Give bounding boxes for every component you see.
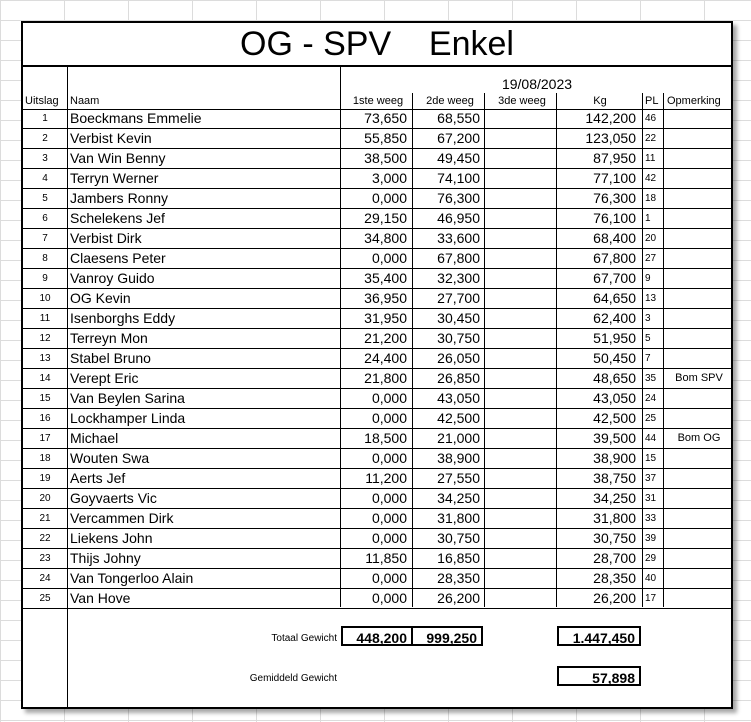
remark-cell (666, 329, 732, 348)
column-divider (663, 93, 664, 607)
col-3de-weeg: 3de weeg (498, 95, 546, 107)
pl-cell: 20 (645, 233, 657, 244)
kg-cell: 142,200 (585, 110, 636, 126)
total-1ste-weeg: 448,200 (341, 626, 413, 646)
name-cell: Liekens John (70, 530, 153, 546)
sheet-title: OG - SPV Enkel (23, 23, 731, 67)
kg-cell: 77,100 (593, 170, 636, 186)
pl-cell: 9 (645, 273, 651, 284)
weigh-1-cell: 0,000 (371, 570, 407, 586)
rank-cell: 18 (39, 453, 51, 464)
weigh-1-cell: 11,200 (365, 470, 407, 486)
weigh-1-cell: 18,500 (364, 430, 407, 446)
name-cell: Isenborghs Eddy (70, 310, 176, 326)
weigh-2-cell: 49,450 (437, 150, 480, 166)
kg-cell: 30,750 (593, 530, 636, 546)
rank-cell: 22 (39, 533, 51, 544)
weigh-1-cell: 3,000 (371, 170, 407, 186)
col-opmerking: Opmerking (667, 95, 721, 107)
weigh-1-cell: 24,400 (364, 350, 407, 366)
weigh-2-cell: 76,300 (437, 190, 480, 206)
pl-cell: 37 (645, 473, 657, 484)
column-divider (642, 93, 643, 607)
weigh-1-cell: 31,950 (364, 310, 407, 326)
name-cell: Aerts Jef (70, 470, 126, 486)
name-cell: Terryn Werner (70, 170, 159, 186)
weigh-2-cell: 31,800 (437, 510, 480, 526)
name-cell: Thijs Johny (70, 550, 141, 566)
kg-cell: 28,700 (593, 550, 636, 566)
remark-cell (666, 469, 732, 488)
kg-cell: 43,050 (593, 390, 636, 406)
rank-cell: 10 (39, 293, 51, 304)
rank-cell: 3 (42, 153, 48, 164)
name-cell: Terreyn Mon (70, 330, 148, 346)
pl-cell: 33 (645, 513, 657, 524)
pl-cell: 22 (645, 133, 657, 144)
kg-cell: 87,950 (593, 150, 636, 166)
rank-cell: 7 (42, 233, 48, 244)
rank-cell: 2 (42, 133, 48, 144)
kg-cell: 50,450 (593, 350, 636, 366)
table-row (23, 509, 731, 529)
pl-cell: 18 (645, 193, 657, 204)
pl-cell: 11 (645, 153, 656, 164)
remark-cell (666, 269, 732, 288)
weigh-2-cell: 30,750 (437, 530, 480, 546)
kg-cell: 62,400 (593, 310, 636, 326)
remark-cell (666, 489, 732, 508)
col-1ste-weeg: 1ste weeg (352, 95, 404, 107)
weigh-2-cell: 74,100 (437, 170, 480, 186)
weigh-1-cell: 0,000 (371, 490, 407, 506)
remark-cell (666, 289, 732, 308)
kg-cell: 76,100 (593, 210, 636, 226)
table-row (23, 289, 731, 309)
col-kg: Kg (593, 95, 607, 107)
rank-cell: 6 (42, 213, 48, 224)
kg-cell: 31,800 (593, 510, 636, 526)
table-row (23, 549, 731, 569)
table-row (23, 129, 731, 149)
remark-cell: Bom OG (677, 432, 721, 444)
pl-cell: 42 (645, 173, 657, 184)
name-cell: Lockhamper Linda (70, 410, 186, 426)
total-kg: 1.447,450 (557, 626, 641, 646)
table-row (23, 409, 731, 429)
kg-cell: 51,950 (593, 330, 636, 346)
weigh-2-cell: 28,350 (437, 570, 480, 586)
rank-cell: 12 (39, 333, 51, 344)
table-row (23, 149, 731, 169)
table-row (23, 469, 731, 489)
rank-cell: 14 (39, 373, 51, 384)
weigh-1-cell: 0,000 (371, 390, 407, 406)
weigh-1-cell: 0,000 (371, 530, 407, 546)
weigh-1-cell: 0,000 (371, 510, 407, 526)
total-label: Totaal Gewicht (271, 633, 337, 644)
table-row (23, 189, 731, 209)
weigh-2-cell: 68,550 (437, 110, 480, 126)
rank-cell: 11 (39, 313, 51, 324)
table-row (23, 569, 731, 589)
rank-cell: 23 (39, 553, 51, 564)
pl-cell: 24 (645, 393, 657, 404)
table-row (23, 249, 731, 269)
pl-cell: 40 (645, 573, 657, 584)
pl-cell: 27 (645, 253, 657, 264)
total-2de-weeg: 999,250 (411, 626, 483, 646)
pl-cell: 13 (645, 293, 657, 304)
pl-cell: 5 (645, 333, 651, 344)
pl-cell: 31 (645, 493, 657, 504)
weigh-2-cell: 33,600 (437, 230, 480, 246)
weigh-1-cell: 38,500 (364, 150, 407, 166)
weigh-2-cell: 42,500 (437, 410, 480, 426)
kg-cell: 28,350 (593, 570, 636, 586)
rank-cell: 21 (39, 513, 51, 524)
weigh-2-cell: 30,750 (437, 330, 480, 346)
weigh-1-cell: 0,000 (371, 450, 407, 466)
name-cell: Stabel Bruno (70, 350, 151, 366)
results-sheet (21, 21, 733, 709)
rank-cell: 25 (39, 593, 51, 604)
table-row (23, 349, 731, 369)
weigh-2-cell: 26,200 (437, 590, 480, 606)
pl-cell: 39 (645, 533, 657, 544)
name-cell: Boeckmans Emmelie (70, 110, 202, 126)
remark-cell (666, 389, 732, 408)
name-cell: Vercammen Dirk (70, 510, 174, 526)
remark-cell (666, 189, 732, 208)
pl-cell: 15 (645, 453, 657, 464)
name-cell: Van Win Benny (70, 150, 166, 166)
weigh-2-cell: 32,300 (437, 270, 480, 286)
column-divider (340, 65, 341, 607)
weigh-1-cell: 29,150 (364, 210, 407, 226)
name-cell: Verbist Kevin (70, 130, 152, 146)
rank-cell: 20 (39, 493, 51, 504)
table-row (23, 369, 731, 389)
weigh-2-cell: 26,050 (437, 350, 480, 366)
col-uitslag: Uitslag (25, 95, 59, 107)
rank-cell: 8 (42, 253, 48, 264)
weigh-2-cell: 67,200 (437, 130, 480, 146)
remark-cell (666, 529, 732, 548)
name-cell: Vanroy Guido (70, 270, 155, 286)
weigh-2-cell: 46,950 (437, 210, 480, 226)
weigh-2-cell: 27,700 (437, 290, 480, 306)
kg-cell: 67,800 (593, 250, 636, 266)
table-row (23, 529, 731, 549)
remark-cell (666, 589, 732, 608)
pl-cell: 29 (645, 553, 657, 564)
average-kg: 57,898 (557, 666, 641, 686)
weigh-1-cell: 35,400 (364, 270, 407, 286)
remark-cell (666, 249, 732, 268)
table-header (23, 65, 731, 110)
kg-cell: 68,400 (593, 230, 636, 246)
column-divider (67, 65, 68, 707)
kg-cell: 48,650 (593, 370, 636, 386)
results-table-body (23, 109, 731, 609)
rank-cell: 15 (39, 393, 51, 404)
table-row (23, 329, 731, 349)
remark-cell: Bom SPV (675, 372, 723, 384)
weigh-1-cell: 0,000 (371, 590, 407, 606)
table-row (23, 429, 731, 449)
weigh-1-cell: 11,850 (365, 550, 407, 566)
rank-cell: 17 (39, 433, 51, 444)
remark-cell (666, 569, 732, 588)
rank-cell: 13 (39, 353, 51, 364)
kg-cell: 34,250 (593, 490, 636, 506)
weigh-1-cell: 0,000 (371, 250, 407, 266)
table-row (23, 269, 731, 289)
col-2de-weeg: 2de weeg (426, 95, 474, 107)
weigh-1-cell: 34,800 (364, 230, 407, 246)
pl-cell: 1 (645, 213, 651, 224)
table-row (23, 229, 731, 249)
remark-cell (666, 409, 732, 428)
weigh-1-cell: 0,000 (371, 410, 407, 426)
name-cell: Van Hove (70, 590, 131, 606)
pl-cell: 3 (645, 313, 651, 324)
remark-cell (666, 129, 732, 148)
weigh-2-cell: 27,550 (437, 470, 480, 486)
name-cell: OG Kevin (70, 290, 131, 306)
remark-cell (666, 209, 732, 228)
kg-cell: 123,050 (585, 130, 636, 146)
table-row (23, 389, 731, 409)
remark-cell (666, 229, 732, 248)
name-cell: Claesens Peter (70, 250, 166, 266)
remark-cell (666, 549, 732, 568)
table-row (23, 209, 731, 229)
col-pl: PL (645, 95, 659, 107)
weigh-2-cell: 67,800 (437, 250, 480, 266)
weigh-2-cell: 26,850 (437, 370, 480, 386)
pl-cell: 35 (645, 373, 657, 384)
remark-cell (666, 509, 732, 528)
rank-cell: 9 (42, 273, 48, 284)
name-cell: Verbist Dirk (70, 230, 142, 246)
remark-cell (666, 309, 732, 328)
kg-cell: 64,650 (593, 290, 636, 306)
table-row (23, 169, 731, 189)
remark-cell (666, 349, 732, 368)
pl-cell: 7 (645, 353, 651, 364)
rank-cell: 5 (42, 193, 48, 204)
weigh-2-cell: 16,850 (437, 550, 480, 566)
remark-cell (666, 449, 732, 468)
event-date: 19/08/2023 (501, 76, 573, 92)
name-cell: Schelekens Jef (70, 210, 165, 226)
name-cell: Michael (70, 430, 119, 446)
weigh-1-cell: 21,200 (364, 330, 407, 346)
rank-cell: 24 (39, 573, 51, 584)
weigh-1-cell: 21,800 (364, 370, 407, 386)
pl-cell: 17 (645, 593, 657, 604)
weigh-1-cell: 0,000 (371, 190, 407, 206)
weigh-2-cell: 34,250 (437, 490, 480, 506)
weigh-2-cell: 38,900 (437, 450, 480, 466)
col-naam: Naam (70, 95, 100, 107)
rank-cell: 1 (42, 113, 48, 124)
weigh-1-cell: 73,650 (364, 110, 407, 126)
column-divider (484, 93, 485, 607)
remark-cell (666, 109, 732, 128)
table-row (23, 309, 731, 329)
weigh-1-cell: 36,950 (364, 290, 407, 306)
table-row (23, 589, 731, 609)
table-row (23, 109, 731, 129)
remark-cell (666, 169, 732, 188)
table-row (23, 449, 731, 469)
name-cell: Verept Eric (70, 370, 139, 386)
weigh-2-cell: 30,450 (437, 310, 480, 326)
kg-cell: 38,900 (593, 450, 636, 466)
table-row (23, 489, 731, 509)
rank-cell: 19 (39, 473, 51, 484)
pl-cell: 46 (645, 113, 657, 124)
kg-cell: 42,500 (593, 410, 636, 426)
weigh-1-cell: 55,850 (364, 130, 407, 146)
kg-cell: 76,300 (593, 190, 636, 206)
kg-cell: 39,500 (593, 430, 636, 446)
name-cell: Wouten Swa (70, 450, 150, 466)
column-divider (556, 93, 557, 607)
kg-cell: 67,700 (593, 270, 636, 286)
weigh-2-cell: 21,000 (437, 430, 480, 446)
name-cell: Jambers Ronny (70, 190, 169, 206)
pl-cell: 25 (645, 413, 657, 424)
kg-cell: 38,750 (593, 470, 636, 486)
weigh-2-cell: 43,050 (437, 390, 480, 406)
rank-cell: 4 (42, 173, 48, 184)
name-cell: Goyvaerts Vic (70, 490, 157, 506)
kg-cell: 26,200 (593, 590, 636, 606)
rank-cell: 16 (39, 413, 51, 424)
name-cell: Van Tongerloo Alain (70, 570, 194, 586)
column-divider (412, 93, 413, 607)
average-label: Gemiddeld Gewicht (249, 673, 337, 684)
pl-cell: 44 (645, 433, 657, 444)
name-cell: Van Beylen Sarina (70, 390, 185, 406)
remark-cell (666, 149, 732, 168)
